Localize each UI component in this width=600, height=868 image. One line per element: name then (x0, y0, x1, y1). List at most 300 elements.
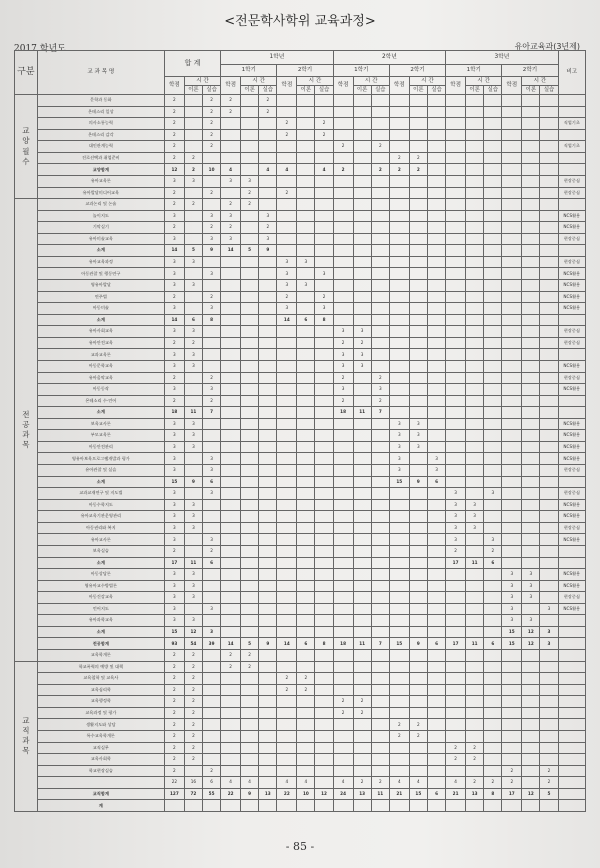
course-name: 계 (37, 800, 164, 812)
cell-value (353, 730, 371, 742)
cell-value (540, 569, 558, 581)
cell-value: 2 (164, 187, 184, 199)
cell-value (466, 418, 484, 430)
cell-value: 3 (202, 268, 220, 280)
cell-value (502, 210, 522, 222)
cell-value (297, 418, 315, 430)
cell-value: 2 (202, 141, 220, 153)
cell-value (466, 545, 484, 557)
cell-value (184, 210, 202, 222)
cell-value: 3 (297, 280, 315, 292)
cell-value (184, 141, 202, 153)
cell-value (446, 106, 466, 118)
cell-value (389, 765, 409, 777)
cell-value (241, 557, 259, 569)
cell-value (221, 522, 241, 534)
cell-value (333, 430, 353, 442)
cell-value (259, 661, 277, 673)
cell-value (259, 268, 277, 280)
cell-value (371, 129, 389, 141)
cell-value (502, 175, 522, 187)
header-semester: 1학기 (221, 65, 277, 77)
cell-value (297, 118, 315, 130)
cell-value (409, 291, 427, 303)
cell-value: 2 (353, 777, 371, 789)
cell-value (221, 349, 241, 361)
course-name: 소계 (37, 407, 164, 419)
year-label: 2017 학년도 (14, 44, 66, 54)
cell-value (522, 280, 540, 292)
course-name: 아동관찰 및 행동연구 (37, 268, 164, 280)
cell-value (371, 661, 389, 673)
cell-value (371, 453, 389, 465)
cell-value (353, 499, 371, 511)
cell-value (297, 372, 315, 384)
table-row (15, 499, 586, 511)
cell-value (221, 384, 241, 396)
cell-value: 12 (522, 638, 540, 650)
cell-value (297, 534, 315, 546)
cell-value (277, 615, 297, 627)
cell-value (409, 118, 427, 130)
remark-cell (558, 476, 585, 488)
cell-value (466, 106, 484, 118)
cell-value (353, 684, 371, 696)
cell-value: 8 (315, 638, 333, 650)
cell-value (502, 233, 522, 245)
cell-value (502, 511, 522, 523)
cell-value (221, 280, 241, 292)
cell-value: 13 (353, 788, 371, 800)
cell-value (484, 522, 502, 534)
cell-value (184, 545, 202, 557)
cell-value (427, 511, 445, 523)
remark-cell: NCS활용 (558, 222, 585, 234)
category-label: 교 직 과 목 (15, 661, 38, 811)
remark-cell: 현장중심 (558, 465, 585, 477)
cell-value (409, 303, 427, 315)
cell-value (466, 626, 484, 638)
cell-value (484, 314, 502, 326)
table-row (15, 754, 586, 766)
cell-value (466, 430, 484, 442)
cell-value (446, 326, 466, 338)
cell-value: 2 (277, 118, 297, 130)
remark-cell: NCS활용 (558, 453, 585, 465)
cell-value (371, 615, 389, 627)
cell-value (277, 534, 297, 546)
cell-value (297, 661, 315, 673)
cell-value (221, 465, 241, 477)
cell-value (409, 545, 427, 557)
cell-value (202, 730, 220, 742)
cell-value (259, 696, 277, 708)
cell-value: 2 (259, 95, 277, 107)
cell-value (522, 765, 540, 777)
cell-value (297, 707, 315, 719)
cell-value: 21 (389, 788, 409, 800)
cell-value: 2 (277, 684, 297, 696)
cell-value: 2 (353, 696, 371, 708)
cell-value (446, 569, 466, 581)
cell-value: 2 (202, 545, 220, 557)
cell-value: 2 (164, 661, 184, 673)
cell-value (315, 476, 333, 488)
table-row (15, 522, 586, 534)
cell-value (427, 615, 445, 627)
cell-value: 6 (184, 314, 202, 326)
cell-value: 2 (241, 199, 259, 211)
cell-value (427, 141, 445, 153)
cell-value (466, 534, 484, 546)
cell-value (502, 141, 522, 153)
cell-value (466, 395, 484, 407)
cell-value (221, 707, 241, 719)
cell-value (484, 511, 502, 523)
cell-value (202, 511, 220, 523)
cell-value (277, 696, 297, 708)
cell-value (502, 418, 522, 430)
cell-value (484, 187, 502, 199)
cell-value (184, 106, 202, 118)
cell-value (241, 256, 259, 268)
cell-value (259, 800, 277, 812)
cell-value: 3 (333, 360, 353, 372)
cell-value (221, 673, 241, 685)
cell-value (446, 256, 466, 268)
cell-value (427, 580, 445, 592)
cell-value: 15 (409, 788, 427, 800)
cell-value (297, 222, 315, 234)
course-name: 언어지도 (37, 603, 164, 615)
cell-value (371, 268, 389, 280)
table-row (15, 684, 586, 696)
cell-value (277, 730, 297, 742)
cell-value: 9 (202, 245, 220, 257)
cell-value (259, 384, 277, 396)
cell-value: 127 (164, 788, 184, 800)
table-row (15, 95, 586, 107)
cell-value: 8 (315, 314, 333, 326)
cell-value (466, 164, 484, 176)
cell-value (241, 684, 259, 696)
cell-value (241, 499, 259, 511)
cell-value (353, 522, 371, 534)
cell-value: 2 (184, 661, 202, 673)
cell-value (315, 661, 333, 673)
cell-value: 6 (202, 476, 220, 488)
cell-value (259, 141, 277, 153)
cell-value (540, 187, 558, 199)
cell-value (502, 754, 522, 766)
cell-value (389, 210, 409, 222)
cell-value (502, 661, 522, 673)
table-row (15, 800, 586, 812)
course-name: 보육교사론 (37, 418, 164, 430)
cell-value (427, 199, 445, 211)
course-name: 보육실습 (37, 545, 164, 557)
cell-value (241, 152, 259, 164)
cell-value: 2 (202, 765, 220, 777)
cell-value: 3 (184, 326, 202, 338)
cell-value (259, 684, 277, 696)
cell-value (221, 152, 241, 164)
cell-value (389, 626, 409, 638)
cell-value (297, 765, 315, 777)
cell-value (221, 511, 241, 523)
cell-value (389, 280, 409, 292)
cell-value (221, 291, 241, 303)
cell-value: 2 (484, 545, 502, 557)
cell-value (389, 592, 409, 604)
cell-value: 2 (184, 673, 202, 685)
cell-value: 3 (184, 615, 202, 627)
cell-value (540, 580, 558, 592)
cell-value (259, 545, 277, 557)
cell-value (466, 372, 484, 384)
cell-value (409, 534, 427, 546)
cell-value (484, 707, 502, 719)
header-time-group: 시 간 이론 실습 (353, 77, 389, 95)
cell-value (297, 730, 315, 742)
cell-value (371, 465, 389, 477)
cell-value: 2 (164, 95, 184, 107)
cell-value (371, 800, 389, 812)
cell-value (259, 395, 277, 407)
cell-value: 6 (427, 476, 445, 488)
cell-value (466, 453, 484, 465)
cell-value: 2 (221, 650, 241, 662)
cell-value (522, 418, 540, 430)
cell-value (241, 141, 259, 153)
cell-value (427, 187, 445, 199)
cell-value: 3 (164, 603, 184, 615)
cell-value (502, 465, 522, 477)
cell-value: 3 (540, 626, 558, 638)
cell-value (522, 95, 540, 107)
cell-value (466, 800, 484, 812)
table-row (15, 430, 586, 442)
cell-value: 2 (202, 187, 220, 199)
cell-value (315, 349, 333, 361)
cell-value (484, 603, 502, 615)
cell-value: 9 (259, 245, 277, 257)
cell-value: 4 (333, 777, 353, 789)
cell-value (502, 95, 522, 107)
cell-value: 3 (184, 175, 202, 187)
cell-value (466, 360, 484, 372)
cell-value (540, 615, 558, 627)
cell-value: 2 (389, 730, 409, 742)
page-number: - 85 - (285, 840, 315, 853)
cell-value (241, 569, 259, 581)
cell-value (409, 349, 427, 361)
cell-value: 2 (184, 754, 202, 766)
cell-value (446, 626, 466, 638)
cell-value (466, 256, 484, 268)
cell-value: 3 (371, 384, 389, 396)
cell-value (540, 661, 558, 673)
cell-value (315, 441, 333, 453)
cell-value (466, 765, 484, 777)
cell-value (389, 326, 409, 338)
cell-value (259, 118, 277, 130)
cell-value (540, 164, 558, 176)
cell-value (315, 534, 333, 546)
cell-value (277, 441, 297, 453)
cell-value (484, 291, 502, 303)
cell-value (353, 256, 371, 268)
cell-value (540, 384, 558, 396)
cell-value (184, 291, 202, 303)
cell-value (484, 129, 502, 141)
cell-value (389, 534, 409, 546)
cell-value (540, 256, 558, 268)
cell-value (409, 488, 427, 500)
cell-value (484, 476, 502, 488)
cell-value: 3 (202, 534, 220, 546)
cell-value (466, 222, 484, 234)
cell-value (522, 754, 540, 766)
cell-value (353, 372, 371, 384)
cell-value (540, 395, 558, 407)
cell-value (522, 326, 540, 338)
cell-value (353, 603, 371, 615)
cell-value: 2 (259, 106, 277, 118)
cell-value (333, 199, 353, 211)
cell-value (522, 673, 540, 685)
cell-value (259, 592, 277, 604)
cell-value (371, 684, 389, 696)
cell-value (409, 522, 427, 534)
cell-value: 3 (277, 268, 297, 280)
cell-value (484, 199, 502, 211)
cell-value: 4 (241, 777, 259, 789)
cell-value (277, 384, 297, 396)
cell-value (277, 210, 297, 222)
cell-value (184, 765, 202, 777)
cell-value (446, 465, 466, 477)
cell-value (409, 337, 427, 349)
cell-value (221, 187, 241, 199)
cell-value: 3 (221, 233, 241, 245)
remark-cell (558, 765, 585, 777)
cell-value: 2 (164, 152, 184, 164)
cell-value (241, 314, 259, 326)
cell-value (297, 326, 315, 338)
cell-value (502, 545, 522, 557)
course-name: 의사소통능력 (37, 118, 164, 130)
cell-value (202, 592, 220, 604)
cell-value (409, 175, 427, 187)
cell-value: 3 (466, 499, 484, 511)
cell-value (427, 164, 445, 176)
cell-value (241, 730, 259, 742)
cell-value (353, 453, 371, 465)
cell-value (277, 372, 297, 384)
cell-value (484, 430, 502, 442)
cell-value (371, 569, 389, 581)
cell-value (277, 603, 297, 615)
cell-value (353, 534, 371, 546)
cell-value (333, 268, 353, 280)
cell-value (540, 522, 558, 534)
cell-value (409, 210, 427, 222)
table-row (15, 534, 586, 546)
cell-value (241, 511, 259, 523)
cell-value: 2 (446, 545, 466, 557)
cell-value: 2 (315, 118, 333, 130)
cell-value (389, 199, 409, 211)
cell-value (241, 441, 259, 453)
cell-value (389, 314, 409, 326)
cell-value (427, 522, 445, 534)
cell-value (409, 222, 427, 234)
remark-cell: NCS활용 (558, 268, 585, 280)
cell-value: 4 (315, 164, 333, 176)
cell-value (427, 603, 445, 615)
cell-value (484, 499, 502, 511)
cell-value (484, 141, 502, 153)
cell-value (184, 534, 202, 546)
cell-value (259, 754, 277, 766)
cell-value: 3 (202, 303, 220, 315)
cell-value (184, 488, 202, 500)
cell-value (241, 118, 259, 130)
cell-value (241, 360, 259, 372)
header-year-2: 2학년 (333, 51, 445, 65)
cell-value (446, 291, 466, 303)
course-name: 소계 (37, 245, 164, 257)
cell-value (371, 106, 389, 118)
cell-value (427, 488, 445, 500)
cell-value (484, 280, 502, 292)
cell-value: 12 (184, 626, 202, 638)
cell-value (427, 175, 445, 187)
cell-value: 2 (277, 129, 297, 141)
cell-value: 2 (184, 707, 202, 719)
cell-value (389, 129, 409, 141)
cell-value (522, 719, 540, 731)
cell-value (446, 441, 466, 453)
header-semester: 2학기 (502, 65, 558, 77)
cell-value (259, 187, 277, 199)
cell-value (277, 707, 297, 719)
cell-value (333, 465, 353, 477)
remark-cell (558, 152, 585, 164)
cell-value (241, 488, 259, 500)
cell-value: 3 (202, 453, 220, 465)
cell-value (409, 800, 427, 812)
cell-value: 3 (446, 522, 466, 534)
cell-value (427, 407, 445, 419)
cell-value (389, 395, 409, 407)
cell-value (484, 592, 502, 604)
cell-value: 2 (484, 777, 502, 789)
cell-value (502, 187, 522, 199)
course-name: 학교현장실습 (37, 765, 164, 777)
cell-value (259, 522, 277, 534)
remark-cell (558, 395, 585, 407)
cell-value: 3 (389, 441, 409, 453)
cell-value: 11 (371, 788, 389, 800)
cell-value (277, 175, 297, 187)
cell-value: 3 (164, 280, 184, 292)
cell-value: 3 (409, 418, 427, 430)
cell-value: 2 (164, 199, 184, 211)
cell-value (315, 754, 333, 766)
cell-value: 9 (184, 476, 202, 488)
